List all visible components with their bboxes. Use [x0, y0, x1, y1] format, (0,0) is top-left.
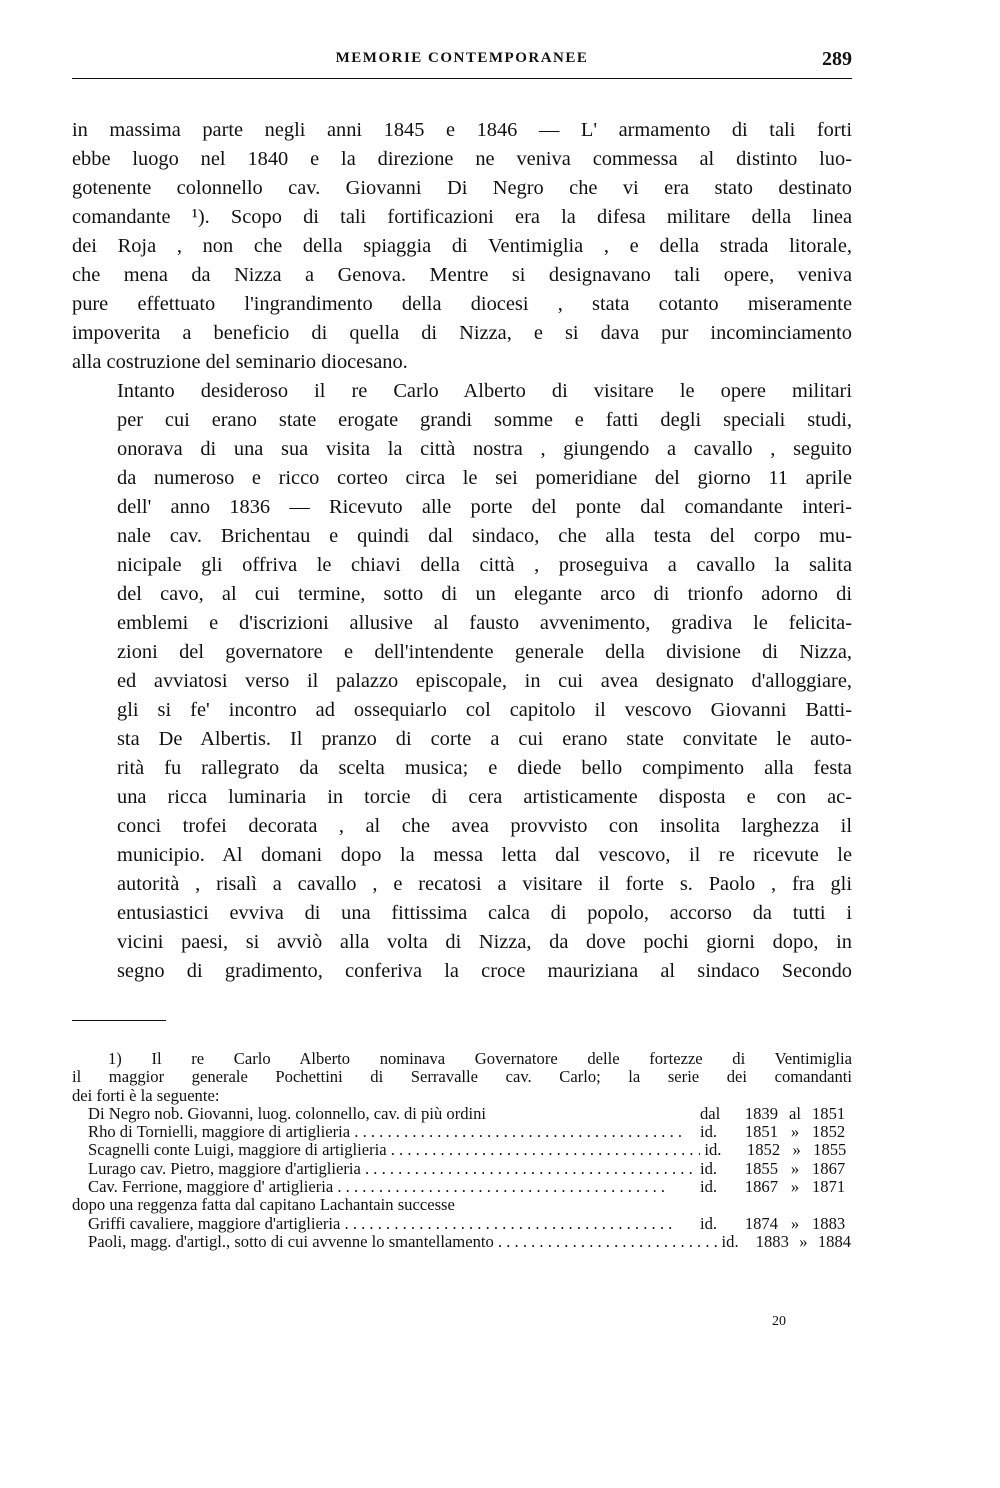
year-from: 1852: [746, 1140, 781, 1160]
text-line: alla costruzione del seminario diocesano.: [72, 351, 408, 373]
page-number: 289: [822, 48, 852, 70]
paragraph-1: [72, 116, 852, 377]
text-line: che mena da Nizza a Genova. Mentre si designavano tali opere, veniva: [72, 264, 852, 286]
text-line: per cui erano state erogate grandi somme e fatti degli speciali studi,: [117, 409, 852, 431]
text-line: comandante ¹). Scopo di tali fortificazioni era la difesa militare della linea: [72, 206, 852, 228]
year-separator: »: [790, 1213, 800, 1233]
text-line: ed avviatosi verso il palazzo episcopale, in cui avea designato d'alloggiare,: [117, 670, 852, 692]
year-from: 1874: [744, 1213, 778, 1233]
year-to: 1855: [813, 1140, 847, 1160]
year-to: 1867: [812, 1158, 846, 1178]
commander-name: Cav. Ferrione, maggiore d' artiglieria . . .: [88, 1178, 696, 1196]
text-line: emblemi e d'iscrizioni allusive al fausto avvenimento, gradiva le felicita-: [117, 612, 852, 634]
commander-name: Rho di Tornielli, maggiore di artiglieria . . .: [88, 1123, 696, 1141]
footnote-line: dei forti è la seguente:: [72, 1085, 220, 1105]
commander-ref: id.: [700, 1177, 718, 1197]
commander-row: [72, 1160, 852, 1178]
year-from: 1883: [755, 1231, 789, 1251]
year-separator: »: [790, 1177, 800, 1197]
text-line: vicini paesi, si avviò alla volta di Nizza, da dove pochi giorni dopo, in: [117, 931, 852, 953]
year-from: 1855: [744, 1158, 778, 1178]
signature-mark: 20: [772, 1314, 786, 1329]
year-to: 1883: [812, 1213, 846, 1233]
text-line: pure effettuato l'ingrandimento della diocesi , stata cotanto miseramente: [72, 293, 852, 315]
text-line: zioni del governatore e dell'intendente generale della divisione di Nizza,: [117, 641, 852, 663]
commanders-list: [72, 1105, 852, 1196]
text-line: conci trofei decorata , al che avea provvisto con insolita larghezza il: [117, 815, 852, 837]
commander-ref: id.: [721, 1231, 739, 1251]
footnote-line: dopo una reggenza fatta dal capitano Lachantain successe: [72, 1195, 455, 1215]
commander-row: [72, 1233, 852, 1251]
footnote-rule: [72, 1020, 166, 1021]
running-header: [72, 48, 852, 78]
commander-row: [72, 1215, 852, 1233]
commander-name: Scagnelli conte Luigi, maggiore di artiglieria . . .: [88, 1141, 700, 1159]
header-rule: [72, 78, 852, 79]
commander-ref: id.: [700, 1158, 718, 1178]
running-title: MEMORIE CONTEMPORANEE: [335, 50, 589, 66]
year-separator: »: [792, 1140, 801, 1160]
text-line: ebbe luogo nel 1840 e la direzione ne veniva commessa al distinto luo-: [72, 148, 852, 170]
text-line: impoverita a beneficio di quella di Nizza, e si dava pur incominciamento: [72, 322, 852, 344]
year-to: 1884: [817, 1231, 852, 1251]
year-separator: »: [790, 1158, 800, 1178]
commander-name: Di Negro nob. Giovanni, luog. colonnello, cav. di più ordini: [88, 1104, 487, 1123]
text-line: dei Roja , non che della spiaggia di Ventimiglia , e della strada litorale,: [72, 235, 852, 257]
text-line: municipio. Al domani dopo la messa letta dal vescovo, il re ricevute le: [117, 844, 852, 866]
year-from: 1867: [744, 1177, 778, 1197]
year-from: 1851: [744, 1122, 778, 1142]
year-separator: al: [789, 1103, 801, 1123]
year-to: 1852: [812, 1122, 846, 1142]
commander-ref: id.: [704, 1140, 722, 1160]
year-from: 1839: [744, 1103, 778, 1123]
commander-row: [72, 1141, 852, 1159]
text-line: una ricca luminaria in torcie di cera artisticamente disposta e con ac-: [117, 786, 852, 808]
year-to: 1871: [812, 1177, 846, 1197]
text-line: autorità , risalì a cavallo , e recatosi a visitare il forte s. Paolo , fra gli: [117, 873, 852, 895]
commander-ref: id.: [700, 1213, 718, 1233]
paragraph-2: [72, 377, 852, 986]
commander-name: Paoli, magg. d'artigl., sotto di cui avvenne lo smantellamento . . .: [88, 1233, 718, 1251]
commander-ref: dal: [700, 1103, 721, 1123]
text-line: nicipale gli offriva le chiavi della città , proseguiva a cavallo la salita: [117, 554, 852, 576]
commander-ref: id.: [700, 1122, 718, 1142]
text-line: gotenente colonnello cav. Giovanni Di Negro che vi era stato destinato: [72, 177, 852, 199]
text-line: in massima parte negli anni 1845 e 1846 — L' armamento di tali forti: [72, 119, 852, 141]
text-line: onorava di una sua visita la città nostra , giungendo a cavallo , seguito: [117, 438, 852, 460]
commander-row: [72, 1178, 852, 1196]
footnote-line: il maggior generale Pochettini di Serravalle cav. Carlo; la serie dei comandanti: [72, 1067, 852, 1087]
text-line: del cavo, al cui termine, sotto di un elegante arco di trionfo adorno di: [117, 583, 852, 605]
commander-row: [72, 1105, 852, 1123]
text-line: entusiastici evviva di una fittissima calca di popolo, accorso da tutti i: [117, 902, 852, 924]
commander-name: Lurago cav. Pietro, maggiore d'artiglieria . . .: [88, 1160, 696, 1178]
text-line: rità fu rallegrato da scelta musica; e diede bello compimento alla festa: [117, 757, 852, 779]
text-line: segno di gradimento, conferiva la croce mauriziana al sindaco Secondo: [117, 960, 852, 982]
text-line: gli si fe' incontro ad ossequiarlo col capitolo il vescovo Giovanni Batti-: [117, 699, 852, 721]
commander-row: [72, 1123, 852, 1141]
text-line: dell' anno 1836 — Ricevuto alle porte del ponte dal comandante interi-: [117, 496, 852, 518]
text-line: sta De Albertis. Il pranzo di corte a cui erano state convitate le auto-: [117, 728, 852, 750]
year-separator: »: [799, 1231, 808, 1251]
text-line: nale cav. Brichentau e quindi dal sindaco, che alla testa del corpo mu-: [117, 525, 852, 547]
main-text: [72, 116, 852, 986]
commanders-list-continued: [72, 1215, 852, 1252]
commander-name: Griffi cavaliere, maggiore d'artiglieria . . .: [88, 1215, 696, 1233]
text-line: da numeroso e ricco corteo circa le sei pomeridiane del giorno 11 aprile: [117, 467, 852, 489]
text-line: Intanto desideroso il re Carlo Alberto di visitare le opere militari: [117, 380, 852, 402]
year-to: 1851: [812, 1103, 846, 1123]
footnote-line: 1) Il re Carlo Alberto nominava Governatore delle fortezze di Ventimiglia: [108, 1049, 852, 1068]
year-separator: »: [790, 1122, 800, 1142]
footnote: [72, 1050, 852, 1251]
